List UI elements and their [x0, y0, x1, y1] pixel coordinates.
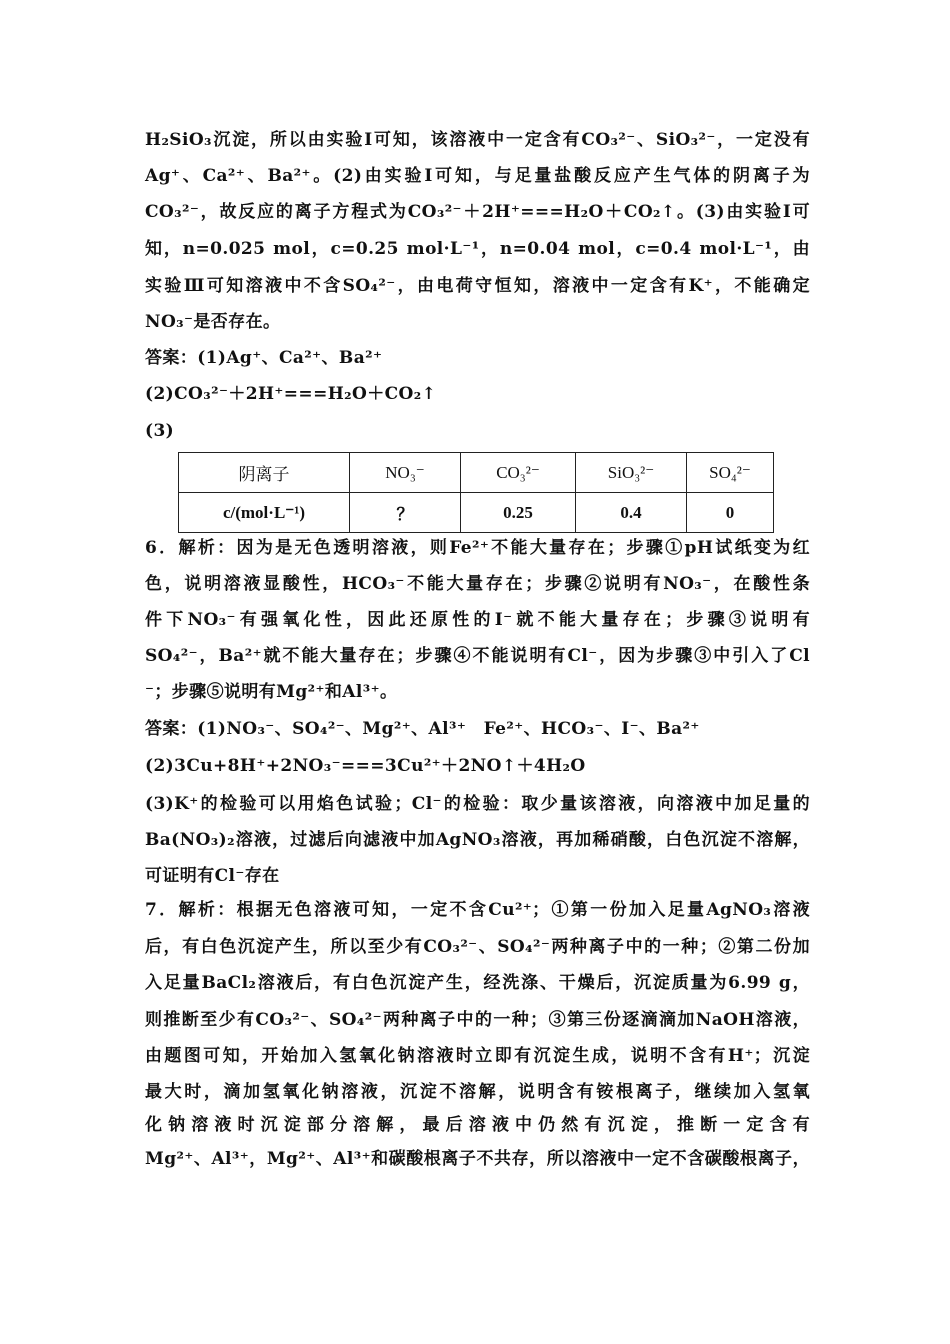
text-line-1: H₂SiO₃沉淀，所以由实验Ⅰ可知，该溶液中一定含有CO₃²⁻、SiO₃²⁻，一定没有 — [145, 130, 810, 150]
table-cell: c/(mol·L⁻¹) — [179, 493, 350, 533]
text-line-12: 件下NO₃⁻有强氧化性，因此还原性的I⁻就不能大量存在；步骤③说明有 — [145, 610, 810, 630]
text-line-10: 6．解析：因为是无色透明溶液，则Fe²⁺不能大量存在；步骤①pH试纸变为红 — [145, 538, 810, 558]
answer-line-6-3c: 可证明有Cl⁻存在 — [145, 866, 280, 886]
text-line-5: 实验Ⅲ可知溶液中不含SO₄²⁻，由电荷守恒知，溶液中一定含有K⁺，不能确定 — [145, 276, 810, 296]
text-line-6: NO₃⁻是否存在。 — [145, 312, 281, 332]
table-header-cell: SiO₃²⁻ — [576, 453, 687, 493]
answer-line-1: 答案：(1)Ag⁺、Ca²⁺、Ba²⁺ — [145, 348, 383, 368]
table-cell: ？ — [350, 493, 461, 533]
table-header-cell: SO₄²⁻ — [687, 453, 774, 493]
answer-line-6-3b: Ba(NO₃)₂溶液，过滤后向滤液中加AgNO₃溶液，再加稀硝酸，白色沉淀不溶解， — [145, 830, 810, 850]
text-line-20: 7．解析：根据无色溶液可知，一定不含Cu²⁺；①第一份加入足量AgNO₃溶液 — [145, 900, 810, 920]
answer-line-2: (2)CO₃²⁻＋2H⁺===H₂O＋CO₂↑ — [145, 384, 437, 404]
table-cell: 0 — [687, 493, 774, 533]
text-line-22: 入足量BaCl₂溶液后，有白色沉淀产生，经洗涤、干燥后，沉淀质量为6.99 g， — [145, 973, 810, 993]
ion-concentration-table — [178, 452, 774, 533]
answer-line-3: (3) — [145, 421, 175, 441]
text-line-11: 色，说明溶液显酸性，HCO₃⁻不能大量存在；步骤②说明有NO₃⁻，在酸性条 — [145, 574, 810, 594]
text-line-23: 则推断至少有CO₃²⁻、SO₄²⁻两种离子中的一种；③第三份逐滴滴加NaOH溶液， — [145, 1010, 810, 1030]
answer-line-6-1: 答案：(1)NO₃⁻、SO₄²⁻、Mg²⁺、Al³⁺ Fe²⁺、HCO₃⁻、I⁻、Ba²⁺ — [145, 719, 700, 739]
text-line-21: 后，有白色沉淀产生，所以至少有CO₃²⁻、SO₄²⁻两种离子中的一种；②第二份加 — [145, 937, 810, 957]
text-line-25: 最大时，滴加氢氧化钠溶液，沉淀不溶解，说明含有铵根离子，继续加入氢氧 — [145, 1082, 810, 1102]
text-line-27: Mg²⁺、Al³⁺，Mg²⁺、Al³⁺和碳酸根离子不共存，所以溶液中一定不含碳酸根离子， — [145, 1149, 810, 1169]
answer-line-6-3a: (3)K⁺的检验可以用焰色试验；Cl⁻的检验：取少量该溶液，向溶液中加足量的 — [145, 794, 810, 814]
text-line-13: SO₄²⁻，Ba²⁺就不能大量存在；步骤④不能说明有Cl⁻，因为步骤③中引入了Cl — [145, 646, 810, 666]
answer-line-6-2: (2)3Cu+8H⁺+2NO₃⁻===3Cu²⁺＋2NO↑＋4H₂O — [145, 756, 586, 776]
text-line-4: 知，n=0.025 mol，c=0.25 mol·L⁻¹，n=0.04 mol，c=0.4 mol·L⁻¹，由 — [145, 239, 810, 259]
text-line-26: 化钠溶液时沉淀部分溶解，最后溶液中仍然有沉淀，推断一定含有 — [145, 1115, 810, 1135]
text-line-14: ⁻；步骤⑤说明有Mg²⁺和Al³⁺。 — [145, 682, 398, 702]
table-header-cell: CO₃²⁻ — [461, 453, 576, 493]
table-cell: 0.25 — [461, 493, 576, 533]
table-header-cell: 阴离子 — [179, 453, 350, 493]
table-cell: 0.4 — [576, 493, 687, 533]
text-line-3: CO₃²⁻，故反应的离子方程式为CO₃²⁻＋2H⁺===H₂O＋CO₂↑。(3)由实验Ⅰ可 — [145, 202, 810, 222]
table-header-cell: NO₃⁻ — [350, 453, 461, 493]
table-header-row — [179, 453, 774, 493]
table-row — [179, 493, 774, 533]
text-line-24: 由题图可知，开始加入氢氧化钠溶液时立即有沉淀生成，说明不含有H⁺；沉淀 — [145, 1046, 810, 1066]
text-line-2: Ag⁺、Ca²⁺、Ba²⁺。(2)由实验Ⅰ可知，与足量盐酸反应产生气体的阴离子为 — [145, 166, 810, 186]
